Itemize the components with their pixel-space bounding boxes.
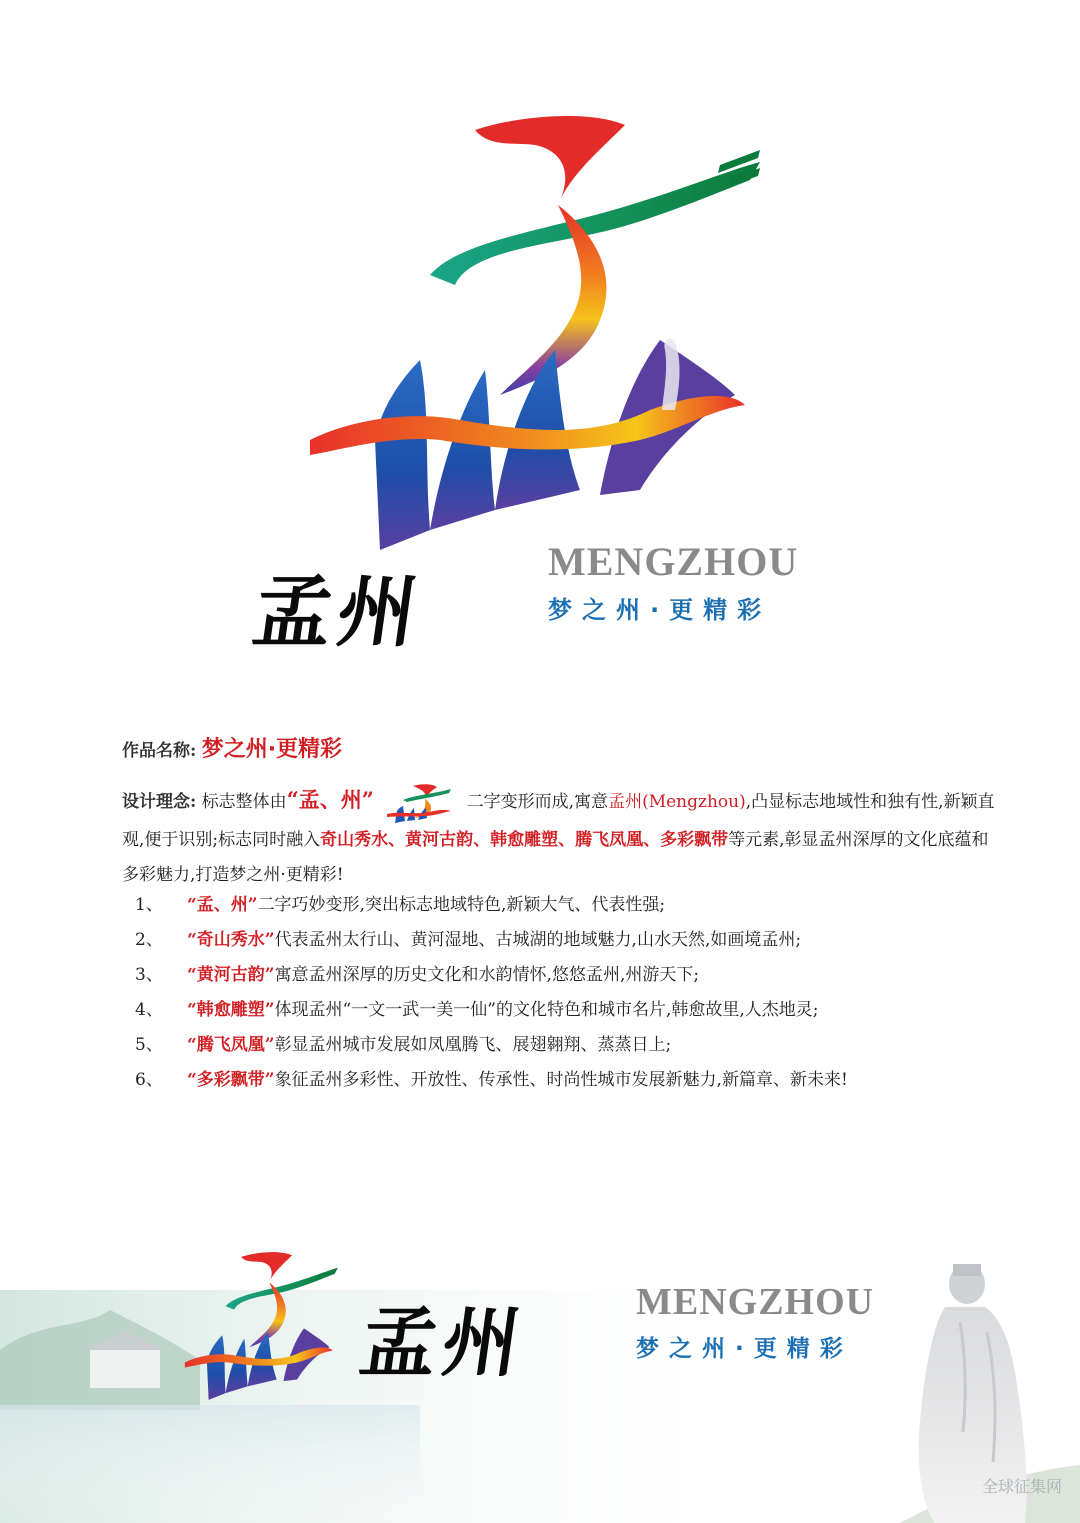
- concept-text-1: 标志整体由: [201, 792, 287, 812]
- logo-emblem: [290, 110, 760, 550]
- work-name-line: [122, 732, 1002, 769]
- list-item: 6、 “多彩飘带”象征孟州多彩性、开放性、传承性、时尚性城市发展新魅力,新篇章、新未来!: [135, 1070, 848, 1090]
- concept-label: 设计理念:: [122, 792, 197, 812]
- logo-en-name: MENGZHOU: [548, 539, 799, 584]
- banner-cn-name: 孟州: [354, 1298, 532, 1387]
- work-title: 梦之州·更精彩: [201, 737, 343, 762]
- concept-text-4: 等元素,彰显孟州深厚的文化底蕴和多彩魅力,打造梦之州·更精彩!: [122, 829, 989, 885]
- logo-slogan: 梦之州·更精彩: [548, 596, 772, 624]
- concept-red-mengzhou: 孟州: [608, 792, 643, 812]
- logo-emblem-small: [178, 1250, 338, 1400]
- concept-text-2: 二字变形而成,寓意: [466, 792, 609, 812]
- concept-text-3: ,凸显标志地域性和独有性,新颖直观,便于识别;标志同时融入: [122, 792, 995, 850]
- list-item: 3、 “黄河古韵”寓意孟州深厚的历史文化和水韵情怀,悠悠孟州,州游天下;: [135, 965, 700, 985]
- design-concept: [122, 782, 1002, 893]
- inline-logo-icon: [385, 783, 455, 823]
- list-item: 1、 “孟、州”二字巧妙变形,突出标志地域特色,新颖大气、代表性强;: [135, 895, 666, 915]
- concept-red-elements: 奇山秀水、黄河古韵、韩愈雕塑、腾飞凤凰、多彩飘带: [320, 829, 729, 850]
- concept-quote-mengzhou: “孟、州”: [286, 787, 374, 812]
- banner-slogan: 梦之州·更精彩: [636, 1336, 853, 1362]
- list-item: 5、 “腾飞凤凰”彰显孟州城市发展如凤凰腾飞、展翅翱翔、蒸蒸日上;: [135, 1035, 672, 1055]
- concept-red-pinyin: (Mengzhou): [642, 792, 746, 812]
- work-label: 作品名称:: [122, 741, 197, 761]
- list-item: 4、 “韩愈雕塑”体现孟州“一文一武一美一仙”的文化特色和城市名片,韩愈故里,人杰地灵;: [135, 1000, 819, 1020]
- banner-en-name: MENGZHOU: [636, 1281, 875, 1323]
- list-item: 2、 “奇山秀水”代表孟州太行山、黄河湿地、古城湖的地域魅力,山水天然,如画境孟州;: [135, 930, 802, 950]
- logo-cn-name: 孟州: [247, 567, 429, 658]
- concept-items-list: [135, 888, 1015, 1098]
- watermark-text: 全球征集网: [981, 1477, 1062, 1496]
